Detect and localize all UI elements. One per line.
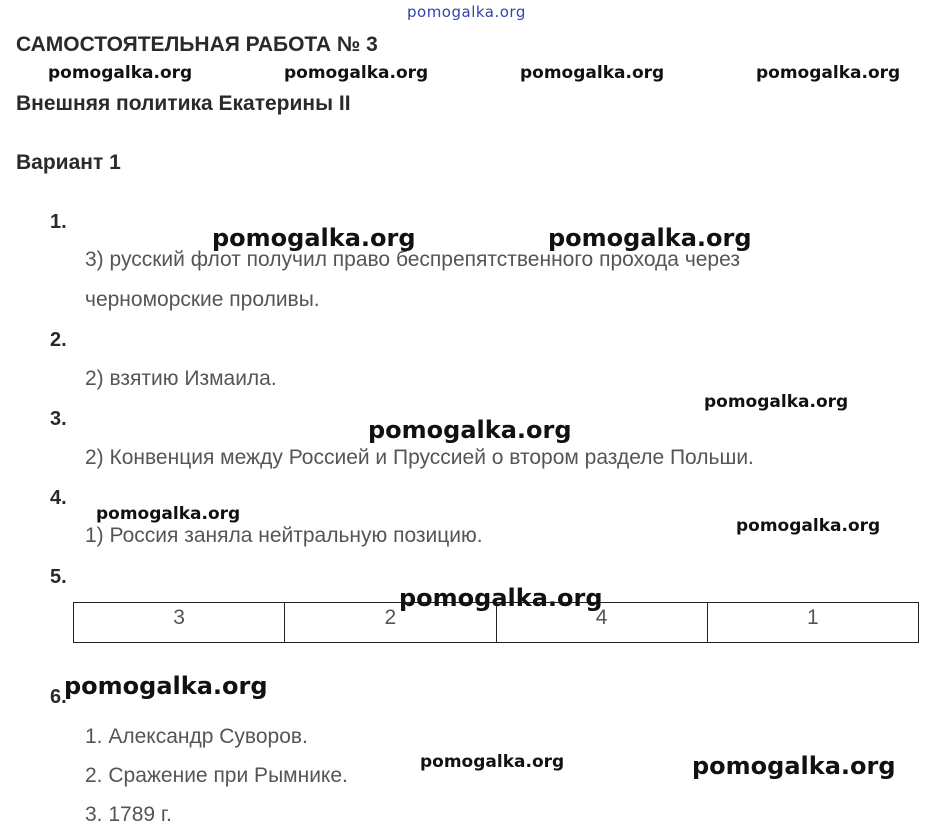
answer-4-line-1: 1) Россия заняла нейтральную позицию. <box>85 524 483 547</box>
watermark: pomogalka.org <box>96 504 241 524</box>
watermark: pomogalka.org <box>48 63 193 83</box>
watermark: pomogalka.org <box>284 63 429 83</box>
variant-label: Вариант 1 <box>16 151 121 174</box>
table-cell: 2 <box>285 603 496 643</box>
watermark: pomogalka.org <box>399 584 603 612</box>
question-number-3: 3. <box>50 408 67 430</box>
watermark: pomogalka.org <box>520 63 665 83</box>
watermark: pomogalka.org <box>704 392 849 412</box>
answer-3-line-1: 2) Конвенция между Россией и Пруссией о втором разделе Польши. <box>85 446 754 469</box>
answer-1-line-1: 3) русский флот получил право беспрепятственного прохода через <box>85 248 740 271</box>
question-number-1: 1. <box>50 211 67 233</box>
question-number-2: 2. <box>50 329 67 351</box>
table-cell: 3 <box>74 603 285 643</box>
watermark: pomogalka.org <box>692 752 896 780</box>
answer-6-line-2: 2. Сражение при Рымнике. <box>85 764 348 787</box>
table-cell: 4 <box>496 603 707 643</box>
table-cell: 1 <box>707 603 918 643</box>
watermark: pomogalka.org <box>368 416 572 444</box>
watermark: pomogalka.org <box>756 63 901 83</box>
answer-6-line-3: 3. 1789 г. <box>85 803 172 826</box>
watermark: pomogalka.org <box>212 224 416 252</box>
header-watermark: pomogalka.org <box>407 3 526 21</box>
question-number-6: 6. <box>50 686 67 708</box>
answer-6-line-1: 1. Александр Суворов. <box>85 725 308 748</box>
question-number-5: 5. <box>50 566 67 588</box>
watermark: pomogalka.org <box>736 516 881 536</box>
page-title: САМОСТОЯТЕЛЬНАЯ РАБОТА № 3 <box>16 33 378 56</box>
watermark: pomogalka.org <box>64 672 268 700</box>
watermark: pomogalka.org <box>548 224 752 252</box>
question-number-4: 4. <box>50 487 67 509</box>
answer-2-line-1: 2) взятию Измаила. <box>85 367 277 390</box>
answer-1-line-2: черноморские проливы. <box>85 288 320 311</box>
page-subtitle: Внешняя политика Екатерины II <box>16 92 351 115</box>
watermark: pomogalka.org <box>420 752 565 772</box>
